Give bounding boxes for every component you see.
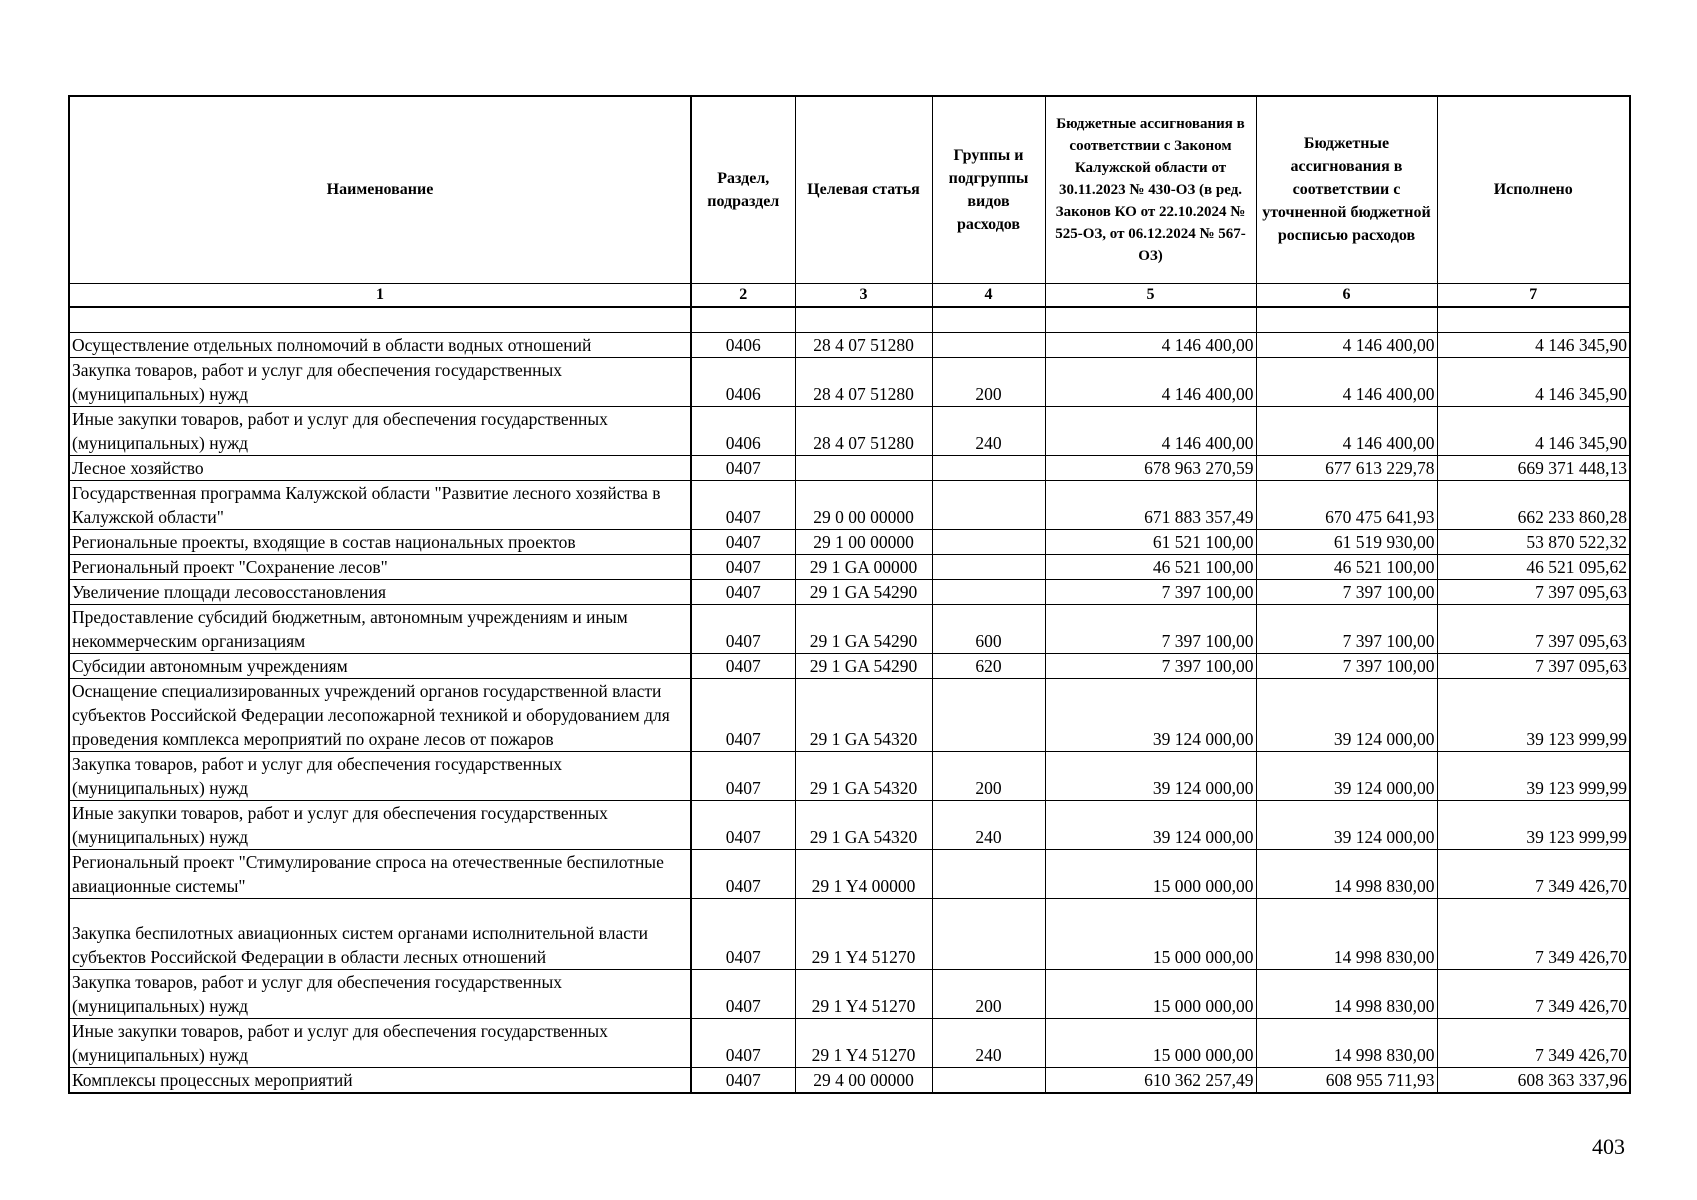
row-budget-law-cell: 7 397 100,00 [1045, 653, 1256, 678]
row-budget-refined-cell: 39 124 000,00 [1256, 800, 1437, 849]
row-target-article-cell: 29 1 GA 00000 [795, 554, 932, 579]
row-executed-cell: 608 363 337,96 [1437, 1067, 1630, 1093]
row-section-cell: 0406 [691, 406, 795, 455]
row-name-cell: Закупка товаров, работ и услуг для обеспечения государственных (муниципальных) нужд [69, 357, 691, 406]
row-target-article-cell: 29 4 00 00000 [795, 1067, 932, 1093]
spacer-cell [932, 307, 1045, 333]
spacer-cell [1256, 307, 1437, 333]
row-expense-group-cell [932, 332, 1045, 357]
row-target-article-cell: 28 4 07 51280 [795, 332, 932, 357]
row-executed-cell: 7 349 426,70 [1437, 898, 1630, 969]
row-expense-group-cell [932, 678, 1045, 751]
spacer-row [69, 307, 1630, 333]
row-budget-law-cell: 15 000 000,00 [1045, 849, 1256, 898]
row-section-cell: 0407 [691, 969, 795, 1018]
row-expense-group-cell [932, 480, 1045, 529]
row-expense-group-cell [932, 455, 1045, 480]
row-budget-refined-cell: 677 613 229,78 [1256, 455, 1437, 480]
column-number-row [69, 283, 1630, 307]
row-expense-group-cell: 600 [932, 604, 1045, 653]
row-section-cell: 0407 [691, 1067, 795, 1093]
row-target-article-cell: 28 4 07 51280 [795, 406, 932, 455]
row-name-cell: Комплексы процессных мероприятий [69, 1067, 691, 1093]
table-row [69, 357, 1630, 406]
table-row [69, 1018, 1630, 1067]
table-row [69, 800, 1630, 849]
row-expense-group-cell: 240 [932, 1018, 1045, 1067]
row-section-cell: 0407 [691, 529, 795, 554]
row-budget-law-cell: 671 883 357,49 [1045, 480, 1256, 529]
table-row [69, 579, 1630, 604]
row-name-cell: Иные закупки товаров, работ и услуг для обеспечения государственных (муниципальных) нужд [69, 1018, 691, 1067]
table-body [69, 307, 1630, 1093]
row-budget-refined-cell: 4 146 400,00 [1256, 406, 1437, 455]
row-executed-cell: 39 123 999,99 [1437, 751, 1630, 800]
row-executed-cell: 7 349 426,70 [1437, 1018, 1630, 1067]
row-budget-law-cell: 61 521 100,00 [1045, 529, 1256, 554]
table-row [69, 751, 1630, 800]
row-section-cell: 0407 [691, 678, 795, 751]
table-row [69, 529, 1630, 554]
row-expense-group-cell: 200 [932, 751, 1045, 800]
row-target-article-cell: 29 1 GA 54320 [795, 678, 932, 751]
table-row [69, 1067, 1630, 1093]
row-executed-cell: 39 123 999,99 [1437, 678, 1630, 751]
row-executed-cell: 4 146 345,90 [1437, 357, 1630, 406]
row-budget-law-cell: 610 362 257,49 [1045, 1067, 1256, 1093]
header-expense-group: Группы и подгруппы видов расходов [932, 96, 1045, 283]
row-executed-cell: 669 371 448,13 [1437, 455, 1630, 480]
row-expense-group-cell: 200 [932, 969, 1045, 1018]
row-budget-law-cell: 39 124 000,00 [1045, 678, 1256, 751]
column-number: 5 [1045, 283, 1256, 307]
budget-execution-table [68, 95, 1631, 1094]
row-budget-refined-cell: 14 998 830,00 [1256, 849, 1437, 898]
row-section-cell: 0407 [691, 653, 795, 678]
row-name-cell: Иные закупки товаров, работ и услуг для обеспечения государственных (муниципальных) нужд [69, 800, 691, 849]
row-target-article-cell: 29 1 Y4 00000 [795, 849, 932, 898]
row-budget-refined-cell: 4 146 400,00 [1256, 332, 1437, 357]
row-executed-cell: 7 349 426,70 [1437, 969, 1630, 1018]
table-row [69, 678, 1630, 751]
row-expense-group-cell: 200 [932, 357, 1045, 406]
row-name-cell: Предоставление субсидий бюджетным, автономным учреждениям и иным некоммерческим организациям [69, 604, 691, 653]
row-section-cell: 0407 [691, 579, 795, 604]
row-name-cell: Субсидии автономным учреждениям [69, 653, 691, 678]
table-row [69, 898, 1630, 969]
spacer-cell [1437, 307, 1630, 333]
row-name-cell: Региональный проект "Сохранение лесов" [69, 554, 691, 579]
row-target-article-cell: 29 0 00 00000 [795, 480, 932, 529]
header-target-article: Целевая статья [795, 96, 932, 283]
row-target-article-cell: 29 1 GA 54290 [795, 579, 932, 604]
row-budget-law-cell: 4 146 400,00 [1045, 332, 1256, 357]
row-name-cell: Увеличение площади лесовосстановления [69, 579, 691, 604]
row-expense-group-cell: 240 [932, 800, 1045, 849]
row-budget-refined-cell: 4 146 400,00 [1256, 357, 1437, 406]
row-budget-refined-cell: 7 397 100,00 [1256, 653, 1437, 678]
row-name-cell: Закупка беспилотных авиационных систем органами исполнительной власти субъектов Российской Федерации в области лесных отношений [69, 898, 691, 969]
row-name-cell: Осуществление отдельных полномочий в области водных отношений [69, 332, 691, 357]
row-budget-refined-cell: 46 521 100,00 [1256, 554, 1437, 579]
row-section-cell: 0407 [691, 800, 795, 849]
column-number: 6 [1256, 283, 1437, 307]
row-executed-cell: 7 397 095,63 [1437, 653, 1630, 678]
row-target-article-cell [795, 455, 932, 480]
row-budget-law-cell: 15 000 000,00 [1045, 969, 1256, 1018]
row-budget-law-cell: 15 000 000,00 [1045, 1018, 1256, 1067]
table-row [69, 604, 1630, 653]
header-budget-refined: Бюджетные ассигнования в соответствии с уточненной бюджетной росписью расходов [1256, 96, 1437, 283]
header-section: Раздел, подраздел [691, 96, 795, 283]
row-budget-refined-cell: 39 124 000,00 [1256, 751, 1437, 800]
row-executed-cell: 7 397 095,63 [1437, 579, 1630, 604]
row-section-cell: 0407 [691, 898, 795, 969]
row-executed-cell: 7 349 426,70 [1437, 849, 1630, 898]
row-budget-refined-cell: 14 998 830,00 [1256, 898, 1437, 969]
column-number: 3 [795, 283, 932, 307]
row-executed-cell: 4 146 345,90 [1437, 406, 1630, 455]
row-name-cell: Закупка товаров, работ и услуг для обеспечения государственных (муниципальных) нужд [69, 969, 691, 1018]
row-budget-refined-cell: 608 955 711,93 [1256, 1067, 1437, 1093]
table-row [69, 406, 1630, 455]
row-name-cell: Региональные проекты, входящие в состав национальных проектов [69, 529, 691, 554]
row-budget-refined-cell: 14 998 830,00 [1256, 969, 1437, 1018]
row-executed-cell: 53 870 522,32 [1437, 529, 1630, 554]
row-executed-cell: 4 146 345,90 [1437, 332, 1630, 357]
row-budget-law-cell: 678 963 270,59 [1045, 455, 1256, 480]
row-executed-cell: 662 233 860,28 [1437, 480, 1630, 529]
row-target-article-cell: 29 1 GA 54320 [795, 800, 932, 849]
row-executed-cell: 39 123 999,99 [1437, 800, 1630, 849]
row-section-cell: 0407 [691, 480, 795, 529]
column-number: 2 [691, 283, 795, 307]
row-section-cell: 0407 [691, 554, 795, 579]
page-number: 403 [1592, 1134, 1625, 1159]
row-section-cell: 0407 [691, 849, 795, 898]
row-budget-law-cell: 4 146 400,00 [1045, 406, 1256, 455]
table-row [69, 480, 1630, 529]
table-row [69, 969, 1630, 1018]
row-budget-refined-cell: 7 397 100,00 [1256, 604, 1437, 653]
row-target-article-cell: 29 1 00 00000 [795, 529, 932, 554]
row-budget-refined-cell: 14 998 830,00 [1256, 1018, 1437, 1067]
row-target-article-cell: 29 1 Y4 51270 [795, 898, 932, 969]
row-budget-law-cell: 39 124 000,00 [1045, 800, 1256, 849]
row-section-cell: 0406 [691, 332, 795, 357]
row-target-article-cell: 29 1 GA 54320 [795, 751, 932, 800]
row-expense-group-cell [932, 849, 1045, 898]
row-expense-group-cell [932, 579, 1045, 604]
row-expense-group-cell: 240 [932, 406, 1045, 455]
row-expense-group-cell [932, 1067, 1045, 1093]
row-expense-group-cell [932, 554, 1045, 579]
column-number: 7 [1437, 283, 1630, 307]
row-budget-refined-cell: 670 475 641,93 [1256, 480, 1437, 529]
row-budget-law-cell: 39 124 000,00 [1045, 751, 1256, 800]
spacer-cell [69, 307, 691, 333]
table-row [69, 554, 1630, 579]
row-name-cell: Региональный проект "Стимулирование спроса на отечественные беспилотные авиационные системы" [69, 849, 691, 898]
row-budget-law-cell: 7 397 100,00 [1045, 579, 1256, 604]
row-target-article-cell: 29 1 Y4 51270 [795, 1018, 932, 1067]
header-executed: Исполнено [1437, 96, 1630, 283]
row-section-cell: 0407 [691, 455, 795, 480]
header-name: Наименование [69, 96, 691, 283]
row-budget-law-cell: 7 397 100,00 [1045, 604, 1256, 653]
row-target-article-cell: 29 1 Y4 51270 [795, 969, 932, 1018]
header-budget-law: Бюджетные ассигнования в соответствии с Законом Калужской области от 30.11.2023 № 430-ОЗ (в ред. Законов КО от 22.10.2024 № 525-ОЗ, от 06.12.2024 № 567-ОЗ) [1045, 96, 1256, 283]
table-row [69, 849, 1630, 898]
row-budget-refined-cell: 39 124 000,00 [1256, 678, 1437, 751]
row-name-cell: Оснащение специализированных учреждений органов государственной власти субъектов Российской Федерации лесопожарной техникой и оборудованием для проведения комплекса мероприятий по охране лесов от пожаров [69, 678, 691, 751]
row-expense-group-cell [932, 898, 1045, 969]
spacer-cell [795, 307, 932, 333]
column-number: 1 [69, 283, 691, 307]
spacer-cell [691, 307, 795, 333]
row-name-cell: Государственная программа Калужской области "Развитие лесного хозяйства в Калужской области" [69, 480, 691, 529]
row-section-cell: 0407 [691, 751, 795, 800]
row-name-cell: Иные закупки товаров, работ и услуг для обеспечения государственных (муниципальных) нужд [69, 406, 691, 455]
row-section-cell: 0407 [691, 604, 795, 653]
header-row [69, 96, 1630, 283]
spacer-cell [1045, 307, 1256, 333]
column-number: 4 [932, 283, 1045, 307]
row-target-article-cell: 28 4 07 51280 [795, 357, 932, 406]
row-executed-cell: 7 397 095,63 [1437, 604, 1630, 653]
row-budget-law-cell: 46 521 100,00 [1045, 554, 1256, 579]
table-row [69, 332, 1630, 357]
row-budget-law-cell: 4 146 400,00 [1045, 357, 1256, 406]
row-budget-refined-cell: 7 397 100,00 [1256, 579, 1437, 604]
row-target-article-cell: 29 1 GA 54290 [795, 653, 932, 678]
row-section-cell: 0407 [691, 1018, 795, 1067]
row-budget-refined-cell: 61 519 930,00 [1256, 529, 1437, 554]
row-target-article-cell: 29 1 GA 54290 [795, 604, 932, 653]
row-expense-group-cell [932, 529, 1045, 554]
row-name-cell: Лесное хозяйство [69, 455, 691, 480]
table-row [69, 455, 1630, 480]
row-expense-group-cell: 620 [932, 653, 1045, 678]
row-name-cell: Закупка товаров, работ и услуг для обеспечения государственных (муниципальных) нужд [69, 751, 691, 800]
table-row [69, 653, 1630, 678]
row-budget-law-cell: 15 000 000,00 [1045, 898, 1256, 969]
row-section-cell: 0406 [691, 357, 795, 406]
row-executed-cell: 46 521 095,62 [1437, 554, 1630, 579]
